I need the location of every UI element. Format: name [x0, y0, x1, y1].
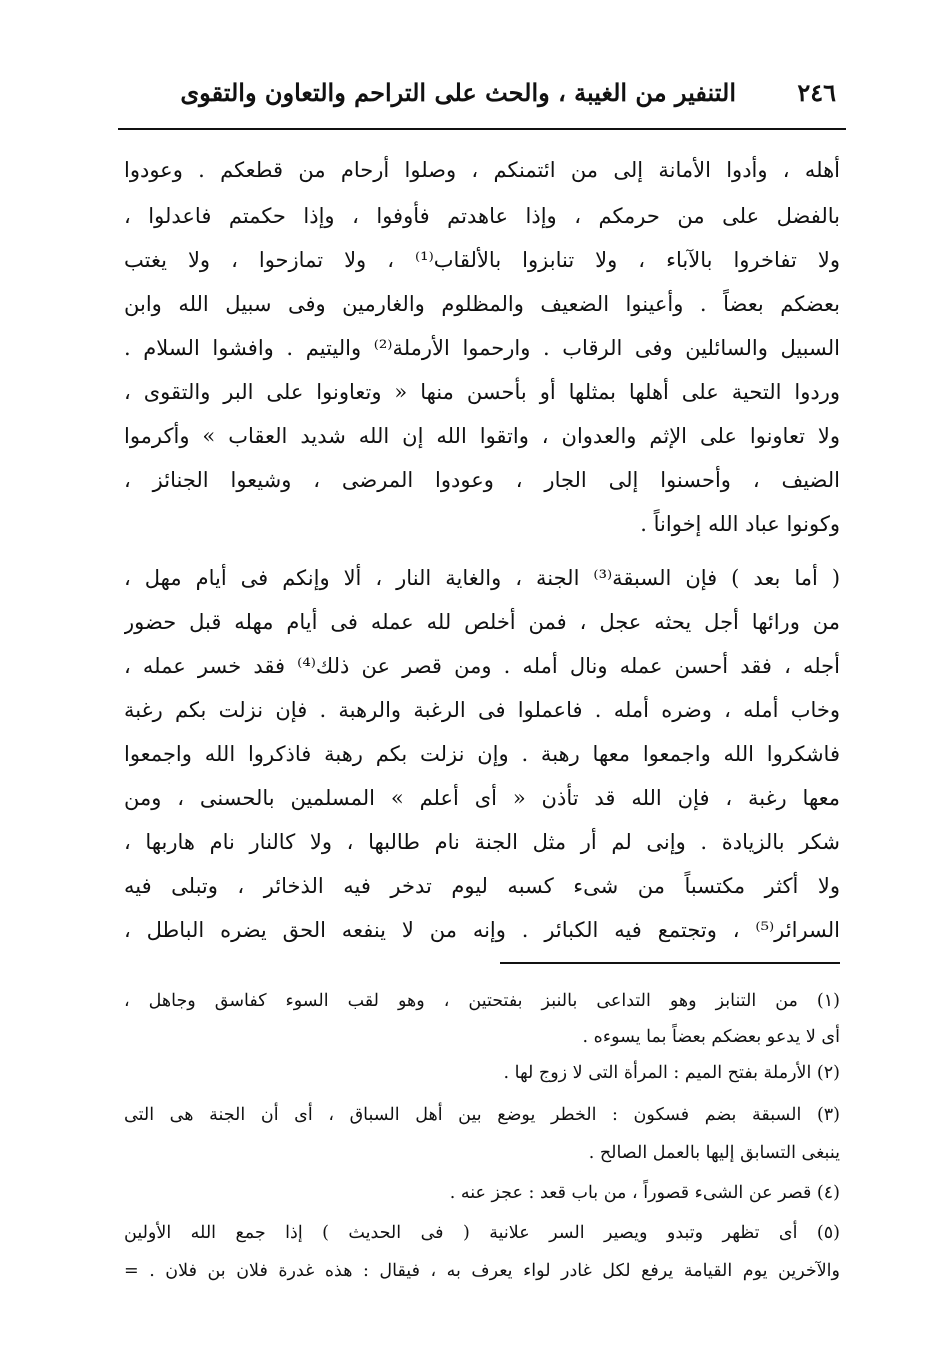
body-line: من ورائها أجل يحثه عجل ، فمن أخلص لله عمله فى أيام مهله قبل حضور: [124, 610, 840, 634]
body-line: ولا تفاخروا بالآباء ، ولا تنابزوا بالألقاب⁽¹⁾ ، ولا تمازحوا ، ولا يغتب: [124, 248, 840, 272]
body-line: أجله ، فقد أحسن عمله ونال أمله . ومن قصر عن ذلك⁽⁴⁾ فقد خسر عمله ،: [124, 654, 840, 678]
footnote-line: (٢) الأرملة بفتح الميم : المرأة التى لا زوج لها .: [503, 1063, 840, 1083]
body-line: السبيل والسائلين وفى الرقاب . وارحموا الأرملة⁽²⁾ واليتيم . وافشوا السلام .: [124, 336, 840, 360]
body-line: السرائر⁽⁵⁾ ، وتجتمع فيه الكبائر . وإنه من لا ينفعه الحق يضره الباطل ،: [124, 918, 840, 942]
footnote-line: (٥) أى تظهر وتبدو ويصير السر علانية ( فى الحديث ) إذا جمع الله الأولين: [124, 1223, 840, 1243]
body-line: ولا أكثر مكتسباً من شىء كسبه ليوم تدخر فيه الذخائر ، وتبلى فيه: [124, 874, 840, 898]
footnote-line: أى لا يدعو بعضكم بعضاً بما يسوءه .: [582, 1027, 840, 1047]
running-title: التنفير من الغيبة ، والحث على التراحم والتعاون والتقوى: [180, 78, 736, 107]
footnote-rule: [500, 962, 840, 964]
body-line: ( أما بعد ) فإن السبقة⁽³⁾ الجنة ، والغاية النار ، ألا وإنكم فى أيام مهل ،: [124, 566, 840, 590]
footnote-line: ينبغى التسابق إليها بالعمل الصالح .: [588, 1143, 840, 1163]
body-line: شكر بالزيادة . وإنى لم أر مثل الجنة نام طالبها ، ولا كالنار نام هاربها ،: [124, 830, 840, 854]
body-line: وخاب أمله ، وضره أمله . فاعملوا فى الرغبة والرهبة . فإن نزلت بكم رغبة: [124, 698, 840, 722]
body-line: ولا تعاونوا على الإثم والعدوان ، واتقوا الله إن الله شديد العقاب » وأكرموا: [124, 424, 840, 448]
body-line: أهله ، وأدوا الأمانة إلى من ائتمنكم ، وصلوا أرحام من قطعكم . وعودوا: [124, 158, 840, 182]
footnote-line: (٣) السبقة بضم فسكون : الخطر يوضع بين أهل السباق ، أى أن الجنة هى التى: [124, 1105, 840, 1125]
body-line: معها رغبة ، فإن الله قد تأذن « أى أعلم » المسلمين بالحسنى ، ومن: [124, 786, 840, 810]
footnote-line: (١) من التنابز وهو التداعى بالنبز بفتحتين ، وهو لقب السوء كفاسق وجاهل ،: [124, 991, 840, 1011]
body-line: الضيف ، وأحسنوا إلى الجار ، وعودوا المرضى ، وشيعوا الجنائز ،: [124, 468, 840, 492]
body-line: بالفضل على من حرمكم ، وإذا عاهدتم فأوفوا ، وإذا حكمتم فاعدلوا ،: [124, 204, 840, 228]
footnote-line: والآخرين يوم القيامة يرفع لكل غادر لواء يعرف به ، فيقال : هذه غدرة فلان بن فلان . =: [124, 1261, 840, 1281]
running-header: [118, 78, 846, 126]
body-line: فاشكروا الله واجمعوا معها رهبة . وإن نزلت بكم رهبة فاذكروا الله واجمعوا: [124, 742, 840, 766]
page-number: ٢٤٦: [797, 78, 836, 107]
header-rule: [118, 128, 846, 130]
body-line: وردوا التحية على أهلها بمثلها أو بأحسن منها « وتعاونوا على البر والتقوى ،: [124, 380, 840, 404]
body-line: بعضكم بعضاً . وأعينوا الضعيف والمظلوم والغارمين وفى سبيل الله وابن: [124, 292, 840, 316]
body-line: وكونوا عباد الله إخواناً .: [640, 512, 840, 536]
footnote-line: (٤) قصر عن الشىء قصوراً ، من باب قعد : عجز عنه .: [449, 1183, 840, 1203]
